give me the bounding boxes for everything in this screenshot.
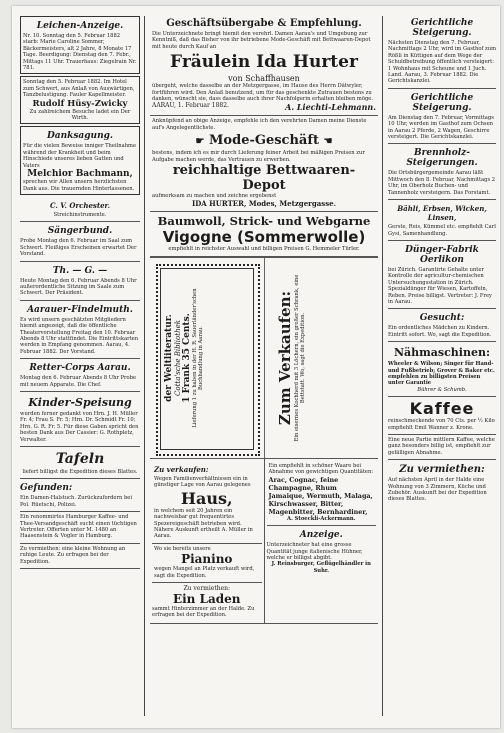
ad-headline: Pianino — [181, 552, 233, 567]
vermiethen-ad — [388, 460, 496, 505]
ad-title: Aarauer-Findelmuth. — [27, 304, 133, 315]
ad-subtitle: von Schaffhausen — [228, 74, 300, 84]
ad-text: reinschmeckende von 70 Cts. per ½ Kilo empfiehlt Emil Wanner z. Krone. — [388, 418, 495, 431]
ad-text: Für die vielen Beweise inniger Theilnahme während der Krankheit und beim Hinschiede unseres lieben Gatten und Vaters — [23, 143, 137, 169]
retter-ad — [20, 359, 140, 392]
ad-text: Wheeler & Wilson; Singer für Hand- und Fußbetrieb; Grover & Baker etc. empfehlen zu billigsten Preisen unter Garantie — [388, 361, 495, 387]
cv-ad — [20, 197, 140, 222]
column-right — [388, 14, 496, 505]
ad-signature: J. Reinsburger, Geflügelhändler in Suhr. — [271, 561, 371, 574]
ad-text: Die Unterzeichnete bringt hiemit den verehrl. Damen Aarau's und Umgebung zur Kenntniß, daß das Bisher von ihr betriebene Mode-Geschäft mit Bettwaaren-Depot mit heute durch Kauf an — [152, 31, 371, 50]
tafeln-ad — [20, 447, 140, 479]
ad-title: Gerichtliche Steigerung. — [410, 92, 474, 113]
laden-ad — [152, 583, 262, 621]
ad-name: Rudolf Hüsy-Zwicky — [32, 98, 128, 109]
column-left — [20, 14, 140, 569]
ad-headline: Vigogne (Sommerwolle) — [162, 228, 366, 247]
ad-text: Zu vermiethen: eine kleine Wohnung an ruhige Leute. Zu erfragen bei der Expedition. — [20, 545, 126, 565]
duenger-ad — [388, 241, 496, 309]
hand-left-icon: ☚ — [323, 136, 333, 148]
ad-text: Streichinstrumente. — [53, 211, 107, 218]
ad-text: Montag den 6. Februar Abends 8 Uhr Probe mit neuem Apparate. Die Chef. — [20, 375, 137, 388]
ad-title: der Weltliteratur. — [164, 314, 174, 402]
ad-subtitle: Cotta'sche Bibliothek — [174, 319, 182, 396]
ad-text: Wo sie bereits unsere — [154, 545, 211, 552]
ad-headline: Baumwoll, Strick- und Webgarne — [157, 214, 371, 229]
mode-ad — [150, 116, 378, 212]
ad-text: Lieferung 1 zu haben in der H. R. Sauerländer'schen Buchhandlung in Aarau. — [192, 288, 205, 428]
ad-title: Th. — G. — — [52, 265, 108, 276]
ad-text: sprechen wir Allen unsern herzlichsten Dank aus. Die trauernden Hinterlassenen. — [23, 179, 135, 192]
ad-title: Brennholz-Steigerungen. — [406, 148, 478, 169]
ad-text: Es wird unsern geschätzten Mitgliedern hiemit angezeigt, daß die öffentliche Theatervorstellung Freitag den 10. Februar Abends 8 Uhr stattfindet. Die Eintrittskarten werden in Empfang genommen. Aarau, 4. Februar 1882. Der Vorstand. — [20, 316, 139, 355]
ad-text: Zu zahlreichem Besuche ladet ein Der Wirth. — [29, 108, 131, 122]
kaffee-ad — [388, 397, 496, 435]
ball-ad — [20, 76, 140, 124]
ad-text: Ein ordentliches Mädchen zu Kindern. Eintritt sofort. Wo, sagt die Expedition. — [388, 325, 492, 338]
ad-signature: IDA HURTER, Modes, Metzgergasse. — [191, 199, 337, 209]
ad-headline: Ein Laden — [172, 591, 241, 606]
ad-title: Zu verkaufen: — [154, 464, 209, 474]
ad-title: Kinder-Speisung — [28, 396, 132, 409]
ad-title: Leichen-Anzeige. — [36, 21, 124, 31]
hand-right-icon: ☛ — [195, 136, 205, 148]
gesucht-ad — [388, 309, 496, 342]
piano-ad — [152, 544, 262, 583]
ad-signature: Bührer & Schumb. — [417, 386, 467, 393]
rotated-ads — [150, 257, 378, 459]
column-rule — [144, 16, 145, 716]
ad-text: Ein Damen-Halstuch. Zurückzufordern bei Pol. Rüetschi, Polizei. — [20, 495, 132, 508]
ad-text: Ein renommirtes Hamburger Kaffee- und Thee-Versandgeschäft sucht einen tüchtigen Vertreter. Offerten unter M. 1480 an Haasenstein & Vogler in Hamburg. — [20, 514, 137, 540]
ad-text: Sonntag den 5. Februar 1882. Im Hotel zum Schwert, aus Anlaß von Auswärtigen, Tanzbelustigung. Fauler Kapellmeister. — [23, 79, 135, 99]
two-column-ads — [150, 459, 378, 624]
ad-title: Retter-Corps Aarau. — [29, 363, 131, 374]
ad-price: 1 Frank 35 Cents. — [182, 313, 192, 403]
steigerung-2-ad — [388, 89, 496, 145]
ad-text: wurden ferner gedankt von Hrn. J. H. Müller Fr. 4; Frau S. Fr. 5; Hrn. Dr. Schmidt Fr. 10; Hrn. G. R. Fr. 5. Für diese Gaben spricht den besten Dank aus Der Cassier: G. Rothpletz, Verwalter. — [20, 411, 139, 443]
ad-title: Zum Verkaufen: — [276, 290, 294, 425]
kaffee-partie-ad — [388, 435, 496, 460]
steigerung-1-ad — [388, 14, 496, 89]
uebergabe-ad — [150, 14, 378, 116]
ad-title: Gefunden: — [20, 483, 73, 494]
ad-text: liefert billigst die Expedition dieses Blattes. — [22, 469, 138, 476]
findel-ad — [20, 301, 140, 359]
ad-text: übergeht, welche dasselbe an der Metzgergasse, im Hause des Herrn Dätwyler, fortführen wird. Den Anlaß benutzend, um für das geschenkte Zutrauen bestens zu danken, wünscht sie, dass dasselbe auch ihrer Nachfolgerin erhalten bleiben möge. — [152, 83, 374, 103]
ad-title: Nähmaschinen: — [393, 346, 491, 360]
ad-text: Eine neue Partie mittlern Kaffee, welche ganz besonders billig ist, empfiehlt zur gefälligen Abnahme. — [388, 437, 495, 456]
kinder-ad — [20, 392, 140, 447]
ad-title: Kaffee — [409, 399, 475, 419]
ad-text: Wegen Familienverhältnissen ein in günstiger Lage von Aarau gelegenes — [154, 475, 251, 489]
column-middle — [150, 14, 378, 624]
ad-signature: A. Stoeckli-Ackermann. — [287, 515, 356, 522]
ad-text: Unterzeichneter hat eine grosse Quantität junge italienische Hühner, welche er billigst abgibt. — [266, 542, 363, 561]
ad-title: Tafeln — [55, 451, 105, 468]
ad-text: aufmerksam zu machen und zeichne ergebenst — [152, 193, 277, 200]
ad-title: Sängerbund. — [47, 226, 113, 237]
ad-text: Heute Montag den 6. Februar Abends 8 Uhr außerordentliche Sitzung im Saale zum Schwert. Der Präsident. — [20, 277, 137, 297]
ad-text: Ein eisernes Kochherd mit 3 Löchern, ein großer Schrank, eine Bettstatt. Wo, sagt die Expedition. — [294, 274, 307, 442]
ad-text: Gerste, Reis, Kümmel etc. empfiehlt Carl Gysi, Samenhandlung. — [388, 224, 496, 237]
ad-title: Anzeige. — [299, 530, 343, 541]
ad-text: Anknüpfend an obige Anzeige, empfehle ich den verehrten Damen meine Dienste auf's Angelegentlichste. — [152, 118, 367, 131]
huehner-ad — [267, 526, 377, 576]
spirituosen-ad — [267, 461, 377, 526]
ad-title: Gerichtliche Steigerung. — [410, 18, 474, 38]
ad-text: Probe Montag den 6. Februar im Saal zum Schwert. Fleißiges Erscheinen erwartet Der Vorstand. — [20, 238, 137, 258]
ad-text: bei Zürich. Garantirte Gehalte unter Kontrolle der agricultur-chemischen Untersuchungsstation in Zürich. Spezialdünger für Wiesen, Kartoffeln, Reben. Preise billigst. Vertreter: J. Frey in Aarau. — [388, 266, 492, 305]
ad-title: Danksagung. — [46, 131, 114, 142]
ad-title: Gesucht: — [419, 313, 465, 324]
column-rule — [382, 16, 383, 716]
ad-text: Ein empfiehlt in schöner Waare bei Abnahme von gewichtigen Quantitäten: — [268, 462, 374, 476]
leichen-ad — [20, 16, 140, 74]
thg-ad — [20, 262, 140, 301]
samen-ad — [388, 200, 496, 241]
newspaper-page — [12, 6, 500, 728]
ad-text: Die Ortsbürgergemeinde Aarau läßt Mittwoch den 8. Februar, Nachmittags 2 Uhr, im Oberholz Buchen- und Tannenholz versteigern. Das Forstamt. — [388, 170, 496, 196]
kaffee-vertreter-ad — [20, 512, 140, 544]
ad-title: Dünger-Fabrik Oerlikon — [405, 244, 479, 265]
saenger-ad — [20, 222, 140, 261]
dank-ad — [20, 126, 140, 194]
ad-title: Mode-Geschäft — [209, 133, 319, 149]
ad-title: C. V. Orchester. — [49, 200, 111, 210]
verkaufen-ad — [266, 258, 378, 458]
ad-text: in welchem seit 20 Jahren ein nachweisbar gut frequentirtes Spezereigeschäft betrieben wird. Nähere Auskunft ertheilt A. Müller in Aarau. — [154, 507, 253, 540]
ad-title: Zu vermiethen: — [399, 464, 485, 476]
ad-title: Geschäftsübergabe & Empfehlung. — [166, 18, 362, 29]
ad-title: Bähli, Erbsen, Wicken, Linsen, — [397, 204, 487, 223]
ad-text: bestens, indem ich es mir durch Lieferung feiner Arbeit bei mäßigen Preisen zur Aufgabe machen werde, das Vertrauen zu erwerben. — [152, 150, 365, 163]
ad-text: empfiehlt in reichster Auswahl und billigen Preisen G. Hemmeler Türler. — [168, 246, 360, 253]
ad-text: Auf nächsten April in der Halde eine Wohnung von 3 Zimmern, Küche und Zubehör. Auskunft bei der Expedition dieses Blattes. — [388, 477, 487, 503]
ad-list: Arac, Cognac, feine Champagne, Rhum Jamaique, Wermuth, Malaga, Kirschwasser, Bitter, Magenbitter, Bernhardiner, — [268, 475, 373, 516]
naehmaschinen-ad — [388, 342, 496, 397]
ad-text: wegen Mangel an Platz verkauft wird, sagt die Expedition. — [154, 566, 255, 579]
brennholz-ad — [388, 144, 496, 200]
ad-name: Melchior Bachmann, — [27, 169, 133, 180]
ad-headline: reichhaltige Bettwaaren-Depot — [172, 163, 356, 194]
ad-pretitle: Zu vermiethen: — [183, 584, 231, 592]
ad-text: Nr. 10. Sonntag den 5. Februar 1882 starb: Marie Caroline Sommer, Bäckermeisters, alt 2 Jahre, 8 Monate 17 Tage. Beerdigung: Dienstag den 7. Febr., Mittags 11 Uhr. Trauerhaus: Ziegelrain Nr. 781. — [23, 33, 137, 72]
gefunden-ad — [20, 479, 140, 512]
wohnung-ad — [20, 544, 140, 569]
ad-text: Nächsten Dienstag den 7. Februar, Nachmittags 2 Uhr, wird im Gasthof zum Rößli in Küttigen auf dem Wege der Schuldbetreibung öffentlich versteigert: 1 Wohnhaus mit Scheune und 1 Juch. Land. Aarau, 3. Februar 1882. Die Gerichtskanzlei. — [388, 40, 496, 85]
vigogne-ad — [150, 212, 378, 256]
haus-ad — [152, 461, 262, 544]
ad-signature: A. Liechti-Lehmann. — [285, 102, 376, 113]
ad-date: AARAU, 1. Februar 1882. — [152, 102, 229, 110]
ad-text: Am Dienstag den 7. Februar, Vormittags 10 Uhr, werden im Gasthof zum Ochsen in Aarau 2 Pferde, 2 Wagen, Geschirre versteigert. Die Gerichtskanzlei. — [388, 114, 494, 141]
ad-text: sammt Hinterzimmer an der Halde. Zu erfragen bei der Expedition. — [152, 605, 255, 619]
ad-name: Fräulein Ida Hurter — [170, 52, 358, 73]
ad-headline: Haus, — [180, 488, 233, 508]
cotta-ad — [150, 258, 265, 458]
